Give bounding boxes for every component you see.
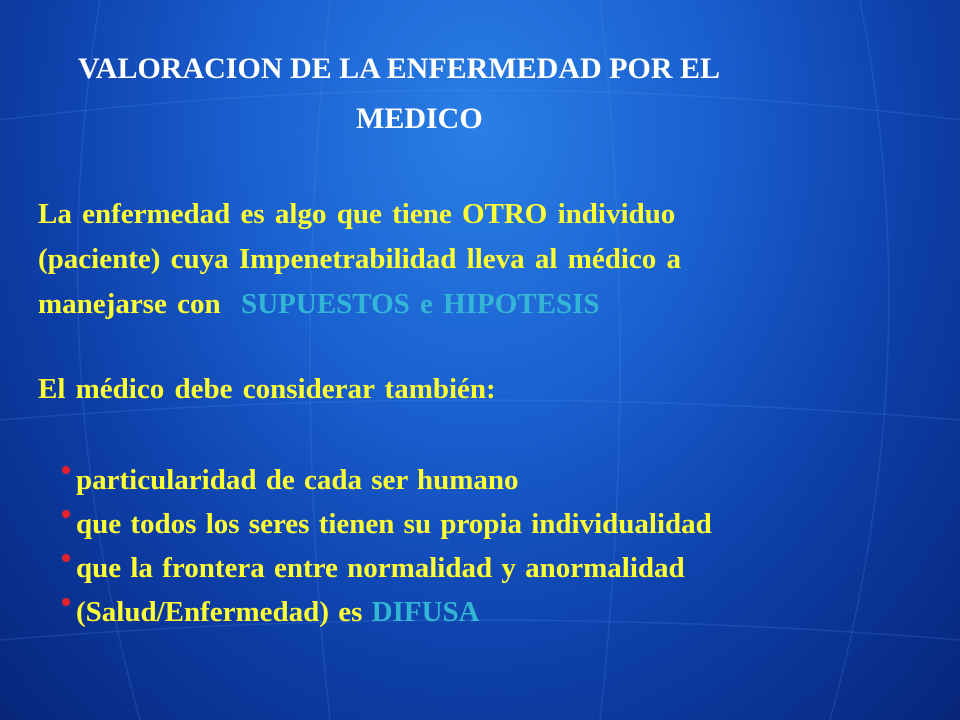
- slide-title-line2: MEDICO: [356, 102, 483, 135]
- list-item: [60, 458, 712, 502]
- slide-title-line1: VALORACION DE LA ENFERMEDAD POR EL: [78, 52, 721, 85]
- bullet-text: que la frontera entre normalidad y anormalidad: [76, 552, 685, 584]
- list-item: [60, 502, 712, 546]
- bullet-highlight: DIFUSA: [371, 596, 480, 628]
- intro-line-3-prefix: manejarse con: [38, 288, 242, 320]
- bullet-text: (Salud/Enfermedad) es: [76, 596, 372, 628]
- bullet-text: que todos los seres tienen su propia individualidad: [76, 508, 712, 540]
- consider-heading: El médico debe considerar también:: [38, 373, 496, 405]
- list-item: [60, 590, 712, 634]
- intro-line-3: [38, 282, 918, 327]
- intro-line-1: La enfermedad es algo que tiene OTRO individuo: [38, 198, 676, 230]
- bullet-icon: [62, 598, 70, 606]
- bullet-icon: [62, 510, 70, 518]
- bullet-text: particularidad de cada ser humano: [76, 464, 519, 496]
- intro-highlight: SUPUESTOS e HIPOTESIS: [241, 288, 600, 320]
- bullet-icon: [62, 466, 70, 474]
- intro-line-2: (paciente) cuya Impenetrabilidad lleva al médico a: [38, 243, 682, 275]
- list-item: [60, 546, 712, 590]
- intro-paragraph: [38, 192, 918, 327]
- bullet-icon: [62, 554, 70, 562]
- bullet-list: [60, 458, 712, 634]
